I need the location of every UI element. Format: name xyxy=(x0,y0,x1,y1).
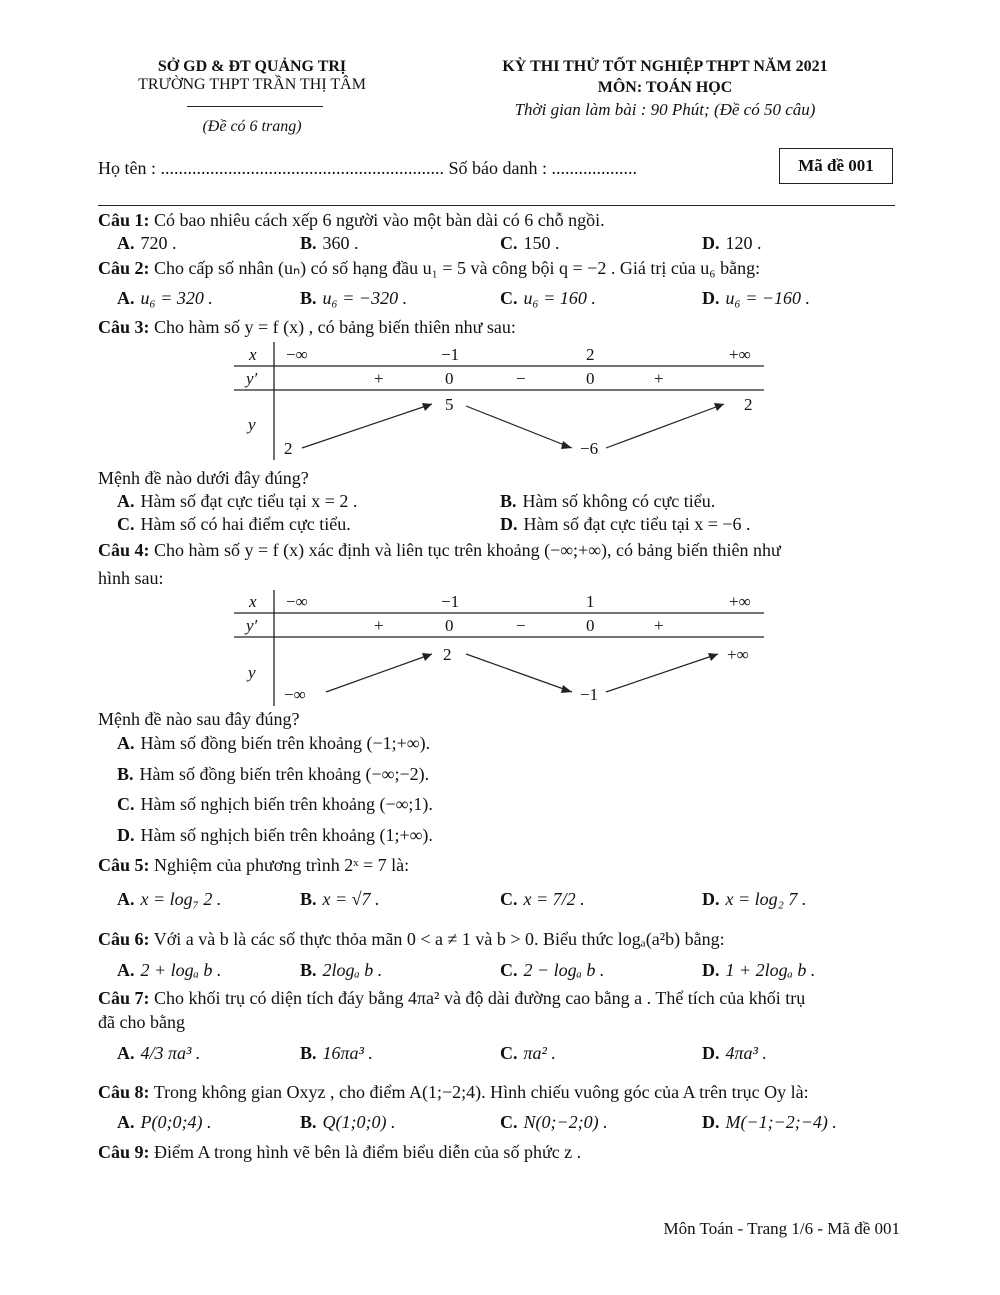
question-4-text-cont: hình sau: xyxy=(98,568,164,588)
variation-table-q4 xyxy=(234,590,766,708)
option-c[interactable]: C. Hàm số nghịch biến trên khoảng (−∞;1). xyxy=(117,794,433,814)
option-b[interactable]: B. Hàm số đồng biến trên khoảng (−∞;−2). xyxy=(117,764,430,784)
option-a[interactable]: A. 4/3 πa³ . xyxy=(117,1043,201,1063)
table-y-value: 2 xyxy=(443,645,452,664)
question-text: Cho cấp số nhân (uₙ) có số hạng đầu u₁ = 5 và công bội q = −2 . Giá trị của u₆ bằng: xyxy=(154,258,761,278)
option-d[interactable]: D. Hàm số đạt cực tiểu tại x = −6 . xyxy=(500,514,751,534)
table-yp-sign: − xyxy=(516,369,526,388)
option-d[interactable]: D. M(−1;−2;−4) . xyxy=(702,1112,837,1132)
option-d[interactable]: D. 1 + 2logₐ b . xyxy=(702,960,816,980)
option-d[interactable]: D. Hàm số nghịch biến trên khoảng (1;+∞). xyxy=(117,825,433,845)
option-a[interactable]: A. P(0;0;4) . xyxy=(117,1112,212,1132)
option-d[interactable]: D. u₆ = −160 . xyxy=(702,288,811,308)
section-divider xyxy=(98,205,895,206)
student-info-line: Họ tên : ............................................................... Số báo danh : ................... xyxy=(98,158,637,178)
question-label: Câu 5: xyxy=(98,855,150,875)
exam-subject: MÔN: TOÁN HỌC xyxy=(597,79,733,96)
department-name: SỞ GD & ĐT QUẢNG TRỊ xyxy=(157,58,347,75)
table-yp-sign: − xyxy=(516,616,526,635)
option-b[interactable]: B. u₆ = −320 . xyxy=(300,288,408,308)
question-3-prompt: Mệnh đề nào dưới đây đúng? xyxy=(98,468,309,488)
table-x-value: 2 xyxy=(586,345,595,364)
table-x-label: x xyxy=(249,345,257,364)
option-a[interactable]: A. Hàm số đạt cực tiểu tại x = 2 . xyxy=(117,491,358,511)
table-y-value: −6 xyxy=(580,439,599,458)
table-yp-label: y′ xyxy=(246,616,258,635)
question-label: Câu 6: xyxy=(98,929,150,949)
table-x-value: −∞ xyxy=(286,592,308,611)
question-label: Câu 1: xyxy=(98,210,150,230)
table-x-label: x xyxy=(249,592,257,611)
table-x-value: −1 xyxy=(441,345,460,364)
option-c[interactable]: C. 150 . xyxy=(500,233,560,253)
question-text: Có bao nhiêu cách xếp 6 người vào một bàn dài có 6 chỗ ngồi. xyxy=(154,210,605,230)
option-b[interactable]: B. x = √7 . xyxy=(300,889,380,909)
table-y-value: 2 xyxy=(284,439,293,458)
table-x-value: 1 xyxy=(586,592,595,611)
table-yp-sign: + xyxy=(374,616,384,635)
table-x-value: −∞ xyxy=(286,345,308,364)
question-label: Câu 3: xyxy=(98,317,150,337)
option-b[interactable]: B. Q(1;0;0) . xyxy=(300,1112,396,1132)
question-text: Cho hàm số y = f (x) xác định và liên tục trên khoảng (−∞;+∞), có bảng biến thiên như xyxy=(154,540,781,560)
question-9 xyxy=(98,1142,581,1163)
table-yp-zero: 0 xyxy=(586,369,595,388)
question-label: Câu 7: xyxy=(98,988,150,1008)
page-footer: Môn Toán - Trang 1/6 - Mã đề 001 xyxy=(663,1219,900,1238)
table-yp-zero: 0 xyxy=(445,369,454,388)
option-a[interactable]: A. x = log₇ 2 . xyxy=(117,889,222,909)
variation-table-q3 xyxy=(234,342,766,462)
table-y-label: y xyxy=(248,415,256,434)
table-yp-zero: 0 xyxy=(445,616,454,635)
option-b[interactable]: B. 16πa³ . xyxy=(300,1043,373,1063)
table-y-value: −∞ xyxy=(284,685,306,704)
question-text: Với a và b là các số thực thỏa mãn 0 < a ≠ 1 và b > 0. Biểu thức logₐ(a²b) bằng: xyxy=(153,929,725,949)
question-4-prompt: Mệnh đề nào sau đây đúng? xyxy=(98,709,300,729)
question-label: Câu 2: xyxy=(98,258,150,278)
question-text: Trong không gian Oxyz , cho điểm A(1;−2;4). Hình chiếu vuông góc của A trên trục Oy là: xyxy=(153,1082,809,1102)
option-a[interactable]: A. 720 . xyxy=(117,233,177,253)
option-c[interactable]: C. N(0;−2;0) . xyxy=(500,1112,608,1132)
table-y-value: −1 xyxy=(580,685,599,704)
question-text: Nghiệm của phương trình 2ˣ = 7 là: xyxy=(154,855,410,875)
table-x-value: +∞ xyxy=(729,345,751,364)
exam-title: KỲ THI THỬ TỐT NGHIỆP THPT NĂM 2021 xyxy=(502,58,828,75)
header-divider xyxy=(187,106,323,107)
option-a[interactable]: A. u₆ = 320 . xyxy=(117,288,213,308)
table-yp-sign: + xyxy=(654,616,664,635)
table-x-value: +∞ xyxy=(729,592,751,611)
page-count-note: (Đề có 6 trang) xyxy=(202,118,302,135)
table-y-value: 5 xyxy=(445,395,454,414)
question-5 xyxy=(98,855,409,876)
table-yp-sign: + xyxy=(654,369,664,388)
option-b[interactable]: B. Hàm số không có cực tiểu. xyxy=(500,491,716,511)
option-a[interactable]: A. Hàm số đồng biến trên khoảng (−1;+∞). xyxy=(117,733,431,753)
exam-duration: Thời gian làm bài : 90 Phút; (Đề có 50 câu) xyxy=(514,100,816,119)
question-7 xyxy=(98,988,805,1009)
question-label: Câu 9: xyxy=(98,1142,150,1162)
exam-code-box: Mã đề 001 xyxy=(779,148,893,184)
option-c[interactable]: C. 2 − logₐ b . xyxy=(500,960,605,980)
option-b[interactable]: B. 2logₐ b . xyxy=(300,960,383,980)
question-text: Điểm A trong hình vẽ bên là điểm biểu diễn của số phức z . xyxy=(154,1142,582,1162)
option-d[interactable]: D. 120 . xyxy=(702,233,762,253)
table-y-value: +∞ xyxy=(727,645,749,664)
table-yp-sign: + xyxy=(374,369,384,388)
question-1 xyxy=(98,210,605,231)
option-d[interactable]: D. x = log₂ 7 . xyxy=(702,889,807,909)
question-2 xyxy=(98,258,760,279)
table-yp-zero: 0 xyxy=(586,616,595,635)
question-label: Câu 8: xyxy=(98,1082,150,1102)
option-a[interactable]: A. 2 + logₐ b . xyxy=(117,960,222,980)
option-b[interactable]: B. 360 . xyxy=(300,233,359,253)
table-x-value: −1 xyxy=(441,592,460,611)
question-7-text-cont: đã cho bằng xyxy=(98,1012,185,1032)
option-c[interactable]: C. πa² . xyxy=(500,1043,556,1063)
school-name: TRƯỜNG THPT TRẦN THỊ TÂM xyxy=(138,76,366,93)
question-text: Cho hàm số y = f (x) , có bảng biến thiên như sau: xyxy=(154,317,516,337)
option-c[interactable]: C. x = 7/2 . xyxy=(500,889,585,909)
question-4 xyxy=(98,540,781,561)
option-c[interactable]: C. u₆ = 160 . xyxy=(500,288,596,308)
table-y-value: 2 xyxy=(744,395,753,414)
question-label: Câu 4: xyxy=(98,540,150,560)
option-d[interactable]: D. 4πa³ . xyxy=(702,1043,767,1063)
option-c[interactable]: C. Hàm số có hai điểm cực tiểu. xyxy=(117,514,351,534)
question-text: Cho khối trụ có diện tích đáy bằng 4πa² và độ dài đường cao bằng a . Thể tích của khối trụ xyxy=(154,988,806,1008)
table-y-label: y xyxy=(248,663,256,682)
question-8 xyxy=(98,1082,809,1103)
question-6 xyxy=(98,929,725,950)
question-3 xyxy=(98,317,516,338)
table-yp-label: y′ xyxy=(246,369,258,388)
